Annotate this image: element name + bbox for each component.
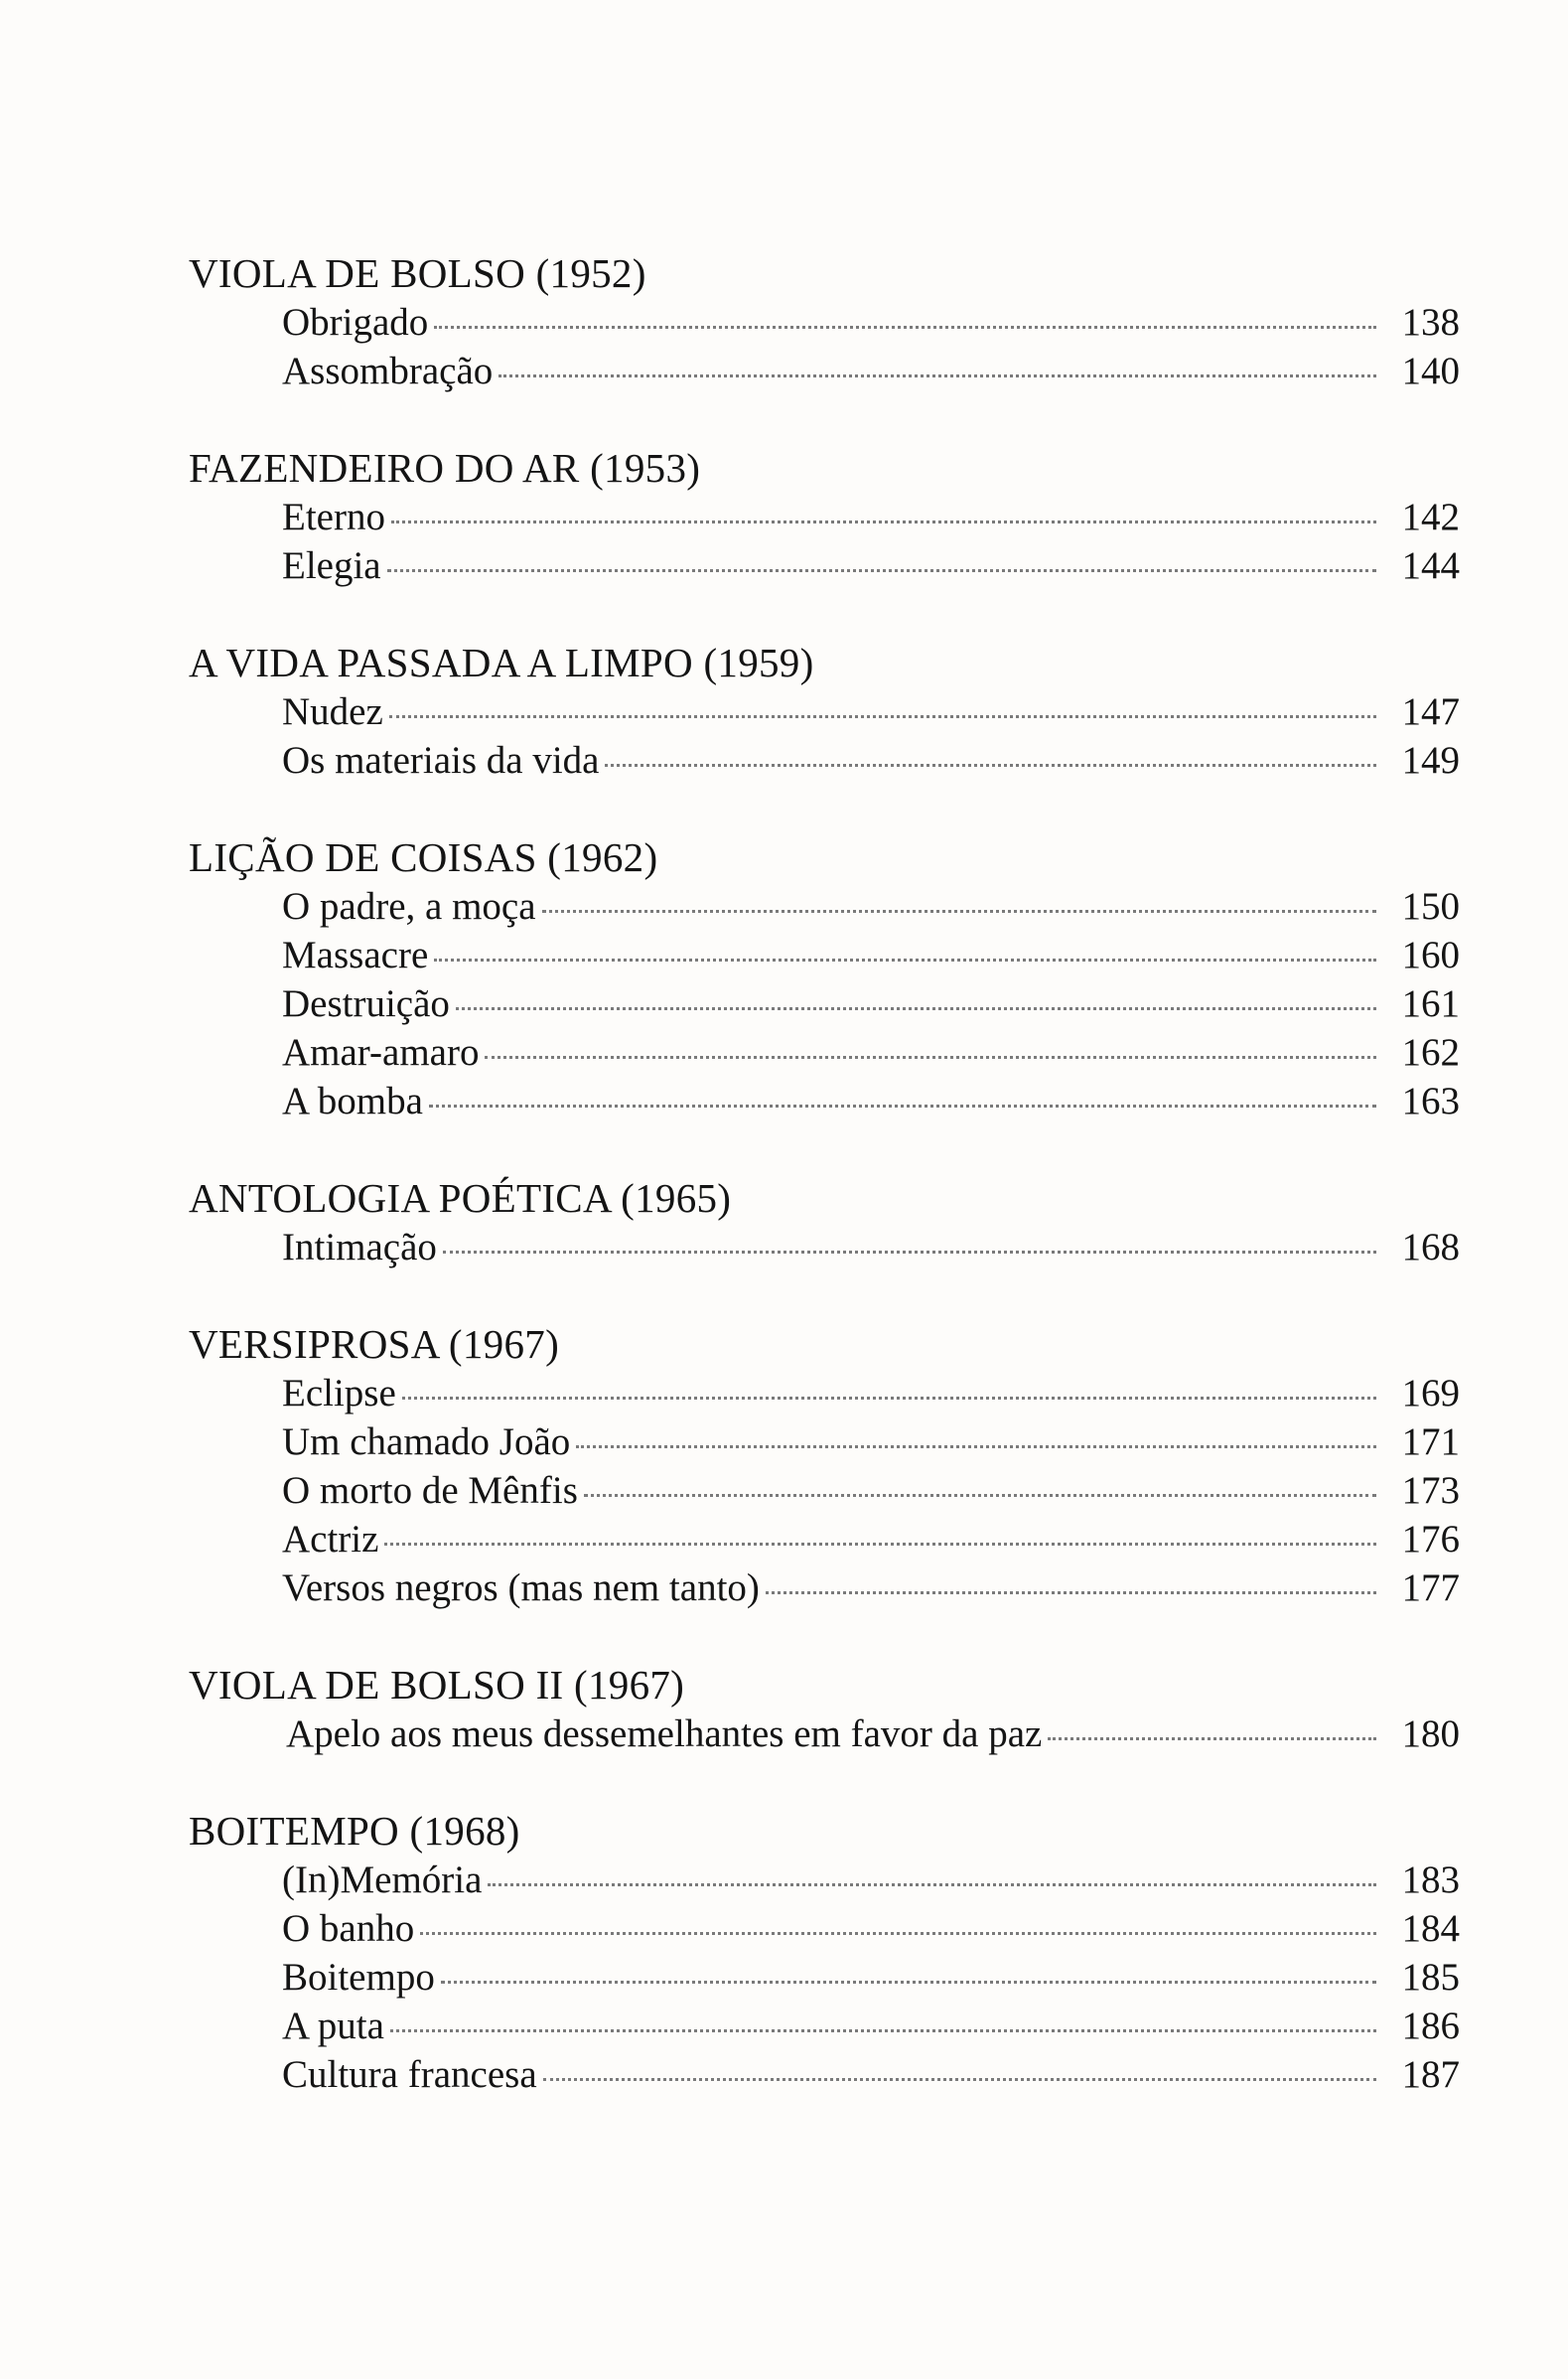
dot-leader — [390, 2029, 1376, 2032]
table-of-contents — [189, 248, 1460, 2147]
entry-title: O padre, a moça — [282, 885, 536, 928]
entry-title: Versos negros (mas nem tanto) — [282, 1566, 760, 1609]
entry-page: 162 — [1401, 1031, 1460, 1074]
toc-entry — [282, 931, 1460, 979]
entry-title: A puta — [282, 2005, 384, 2047]
entry-title: Amar-amaro — [282, 1031, 480, 1074]
entry-page: 161 — [1401, 982, 1460, 1025]
toc-entry — [282, 1028, 1460, 1077]
toc-entry — [282, 2002, 1460, 2050]
toc-entry — [282, 1904, 1460, 1953]
toc-entry — [282, 882, 1460, 931]
entry-page: 169 — [1401, 1372, 1460, 1414]
entry-page: 168 — [1401, 1226, 1460, 1268]
entry-page: 150 — [1401, 885, 1460, 928]
dot-leader — [1048, 1737, 1376, 1740]
section-title: BOITEMPO (1968) — [189, 1808, 520, 1854]
toc-entry — [282, 541, 1460, 590]
dot-leader — [485, 1056, 1376, 1059]
toc-entry — [282, 1953, 1460, 2002]
entry-page: 147 — [1401, 690, 1460, 733]
dot-leader — [584, 1494, 1376, 1497]
dot-leader — [441, 1981, 1376, 1984]
dot-leader — [429, 1105, 1376, 1108]
dot-leader — [576, 1445, 1376, 1448]
entry-title: Eterno — [282, 496, 385, 538]
entry-title: Actriz — [282, 1518, 379, 1561]
entry-title: Boitempo — [282, 1956, 435, 1999]
toc-section-viola-de-bolso — [189, 248, 1460, 395]
dot-leader — [434, 326, 1376, 329]
toc-entry — [282, 493, 1460, 541]
toc-entry — [282, 1515, 1460, 1563]
entry-title: Elegia — [282, 544, 381, 587]
toc-section-a-vida-passada-a-limpo — [189, 638, 1460, 785]
toc-section-licao-de-coisas — [189, 832, 1460, 1125]
section-title: FAZENDEIRO DO AR (1953) — [189, 445, 701, 491]
toc-entry — [282, 687, 1460, 736]
entry-title: Os materiais da vida — [282, 739, 600, 782]
toc-entry — [282, 1417, 1460, 1466]
toc-entry — [282, 1466, 1460, 1515]
entry-page: 180 — [1401, 1712, 1460, 1755]
entry-title: O banho — [282, 1907, 415, 1950]
dot-leader — [389, 715, 1376, 718]
dot-leader — [488, 1883, 1376, 1886]
dot-leader — [542, 910, 1376, 913]
toc-entry — [282, 1563, 1460, 1612]
entry-page: 184 — [1401, 1907, 1460, 1950]
entry-page: 142 — [1401, 496, 1460, 538]
entry-page: 140 — [1401, 350, 1460, 392]
entry-title: Cultura francesa — [282, 2053, 537, 2096]
entry-title: Intimação — [282, 1226, 437, 1268]
dot-leader — [434, 959, 1376, 962]
entry-title: Assombração — [282, 350, 494, 392]
dot-leader — [443, 1251, 1376, 1254]
toc-section-versiprosa — [189, 1319, 1460, 1612]
entry-page: 163 — [1401, 1080, 1460, 1122]
section-title: ANTOLOGIA POÉTICA (1965) — [189, 1175, 732, 1221]
toc-section-boitempo — [189, 1806, 1460, 2099]
toc-entry — [282, 979, 1460, 1028]
dot-leader — [605, 764, 1376, 767]
dot-leader — [456, 1007, 1376, 1010]
entry-title: Apelo aos meus dessemelhantes em favor da paz — [286, 1712, 1043, 1755]
entry-page: 176 — [1401, 1518, 1460, 1561]
dot-leader — [391, 520, 1376, 523]
toc-entry — [282, 1223, 1460, 1271]
entry-page: 171 — [1401, 1420, 1460, 1463]
entry-title: (In)Memória — [282, 1859, 483, 1901]
toc-entry — [282, 1856, 1460, 1904]
dot-leader — [543, 2078, 1376, 2081]
entry-title: Massacre — [282, 934, 429, 976]
toc-entry — [282, 347, 1460, 395]
toc-entry — [282, 1369, 1460, 1417]
dot-leader — [499, 374, 1376, 377]
toc-entry — [282, 298, 1460, 347]
section-title: LIÇÃO DE COISAS (1962) — [189, 834, 658, 880]
toc-entry — [282, 736, 1460, 785]
entry-page: 173 — [1401, 1469, 1460, 1512]
entry-page: 186 — [1401, 2005, 1460, 2047]
entry-title: Eclipse — [282, 1372, 396, 1414]
dot-leader — [420, 1932, 1376, 1935]
entry-title: Um chamado João — [282, 1420, 571, 1463]
toc-section-antologia-poetica — [189, 1173, 1460, 1271]
section-title: A VIDA PASSADA A LIMPO (1959) — [189, 640, 814, 685]
entry-page: 144 — [1401, 544, 1460, 587]
dot-leader — [387, 569, 1376, 572]
dot-leader — [384, 1543, 1376, 1546]
section-title: VIOLA DE BOLSO II (1967) — [189, 1662, 685, 1708]
section-title: VIOLA DE BOLSO (1952) — [189, 250, 646, 296]
toc-entry — [282, 1077, 1460, 1125]
entry-title: O morto de Mênfis — [282, 1469, 578, 1512]
entry-page: 187 — [1401, 2053, 1460, 2096]
entry-page: 160 — [1401, 934, 1460, 976]
entry-page: 149 — [1401, 739, 1460, 782]
entry-title: Destruição — [282, 982, 450, 1025]
dot-leader — [766, 1591, 1376, 1594]
entry-page: 177 — [1401, 1566, 1460, 1609]
toc-section-viola-de-bolso-ii — [189, 1660, 1460, 1758]
entry-page: 183 — [1401, 1859, 1460, 1901]
entry-title: Nudez — [282, 690, 383, 733]
section-title: VERSIPROSA (1967) — [189, 1321, 560, 1367]
entry-title: Obrigado — [282, 301, 429, 344]
entry-page: 185 — [1401, 1956, 1460, 1999]
toc-section-fazendeiro-do-ar — [189, 443, 1460, 590]
dot-leader — [402, 1397, 1376, 1400]
toc-entry — [282, 1710, 1460, 1758]
entry-page: 138 — [1401, 301, 1460, 344]
toc-entry — [282, 2050, 1460, 2099]
entry-title: A bomba — [282, 1080, 423, 1122]
